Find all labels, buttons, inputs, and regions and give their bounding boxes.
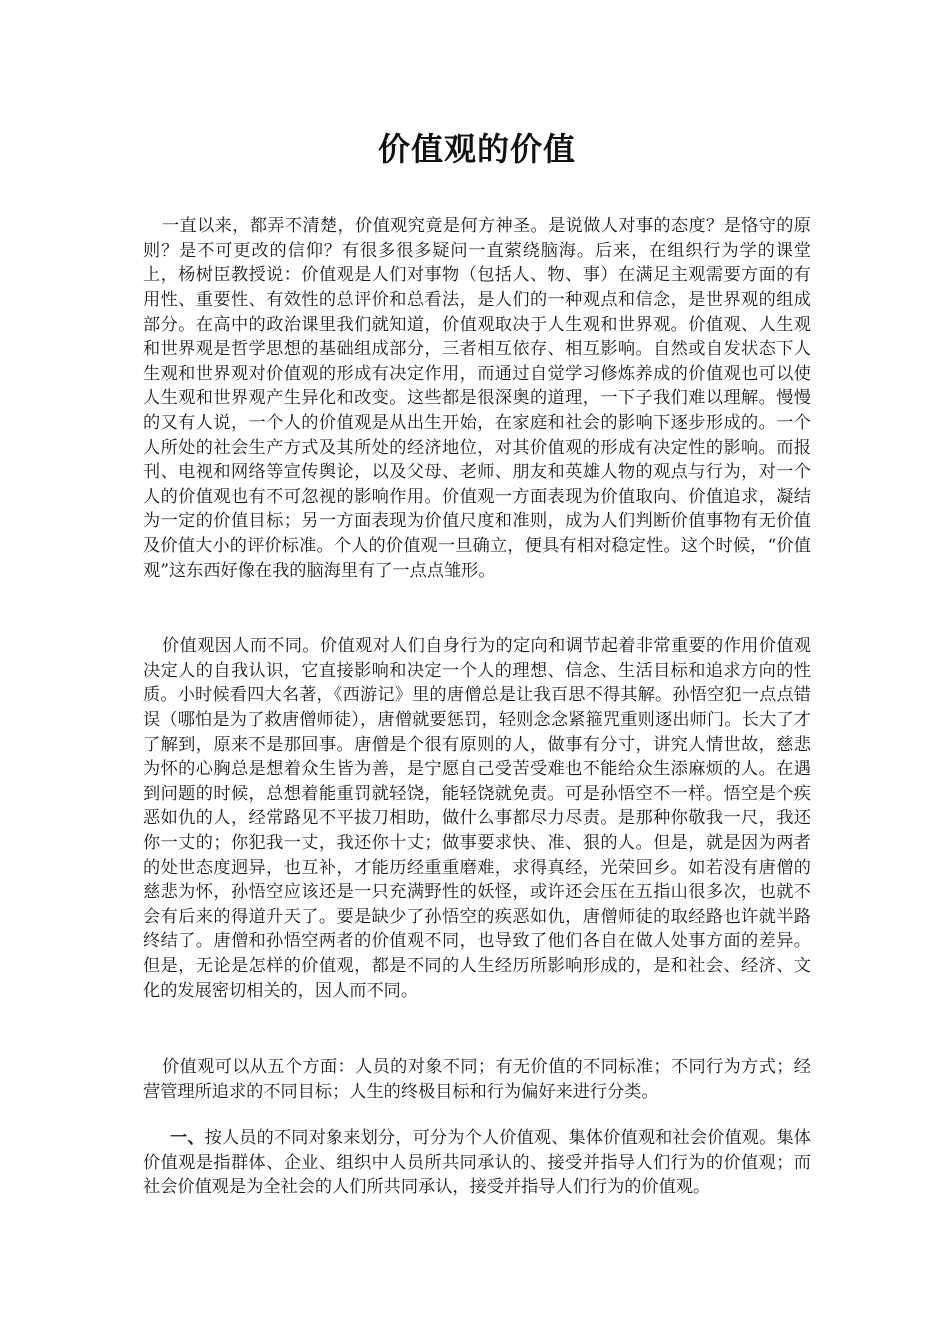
section-one-lead: 一、 bbox=[170, 1128, 205, 1149]
paragraph-intro: 一直以来，都弄不清楚，价值观究竟是何方神圣。是说做人对事的态度？是恪守的原则？是不可更改的信仰？有很多很多疑问一直萦绕脑海。后来，在组织行为学的课堂上，杨树臣教授说：价值观是人们对事物（包括人、物、事）在满足主观需要方面的有用性、重要性、有效性的总评价和总看法，是人们的一种观点和信念，是世界观的组成部分。在高中的政治课里我们就知道，价值观取决于人生观和世界观。价值观、人生观和世界观是哲学思想的基础组成部分，三者相互依存、相互影响。自然或自发状态下人生观和世界观对价值观的形成有决定作用，而通过自觉学习修炼养成的价值观也可以使人生观和世界观产生异化和改变。这些都是很深奥的道理，一下子我们难以理解。慢慢的又有人说，一个人的价值观是从出生开始，在家庭和社会的影响下逐步形成的。一个人所处的社会生产方式及其所处的经济地位，对其价值观的形成有决定性的影响。而报刊、电视和网络等宣传舆论，以及父母、老师、朋友和英雄人物的观点与行为，对一个人的价值观也有不可忽视的影响作用。价值观一方面表现为价值取向、价值追求，凝结为一定的价值目标；另一方面表现为价值尺度和准则，成为人们判断价值事物有无价值及价值大小的评价标准。个人的价值观一旦确立，便具有相对稳定性。这个时候，“价值观”这东西好像在我的脑海里有了一点点雏形。 bbox=[143, 216, 811, 581]
paragraph-classification: 价值观可以从五个方面：人员的对象不同；有无价值的不同标准；不同行为方式；经营管理所追求的不同目标；人生的终极目标和行为偏好来进行分类。 bbox=[143, 1057, 811, 1102]
document-title: 价值观的价值 bbox=[377, 130, 576, 168]
section-one-text: 按人员的不同对象来划分，可分为个人价值观、集体价值观和社会价值观。集体价值观是指群体、企业、组织中人员所共同承认的、接受并指导人们行为的价值观；而社会价值观是为全社会的人们所共同承认，接受并指导人们行为的价值观。 bbox=[143, 1128, 811, 1198]
paragraph-values-differ: 价值观因人而不同。价值观对人们自身行为的定向和调节起着非常重要的作用价值观决定人的自我认识，它直接影响和决定一个人的理想、信念、生活目标和追求方向的性质。小时候看四大名著，《西游记》里的唐僧总是让我百思不得其解。孙悟空犯一点点错误（哪怕是为了救唐僧师徒），唐僧就要惩罚，轻则念念紧箍咒重则逐出师门。长大了才了解到，原来不是那回事。唐僧是个很有原则的人，做事有分寸，讲究人情世故，慈悲为怀的心胸总是想着众生皆为善，是宁愿自己受苦受难也不能给众生添麻烦的人。在遇到问题的时候，总想着能重罚就轻饶，能轻饶就免责。可是孙悟空不一样。悟空是个疾恶如仇的人，经常路见不平拔刀相助，做什么事都尽力尽责。是那种你敬我一尺，我还你一丈的；你犯我一丈，我还你十丈；做事要求快、准、狠的人。但是，就是因为两者的处世态度迥异，也互补，才能历经重重磨难，求得真经，光荣回乡。如若没有唐僧的慈悲为怀，孙悟空应该还是一只充满野性的妖怪，或许还会压在五指山很多次，也就不会有后来的得道升天了。要是缺少了孙悟空的疾恶如仇，唐僧师徒的取经路也许就半路终结了。唐僧和孙悟空两者的价值观不同，也导致了他们各自在做人处事方面的差异。但是，无论是怎样的价值观，都是不同的人生经历所影响形成的，是和社会、经济、文化的发展密切相关的，因人而不同。 bbox=[143, 636, 811, 1001]
paragraph-section-one bbox=[143, 1126, 811, 1200]
